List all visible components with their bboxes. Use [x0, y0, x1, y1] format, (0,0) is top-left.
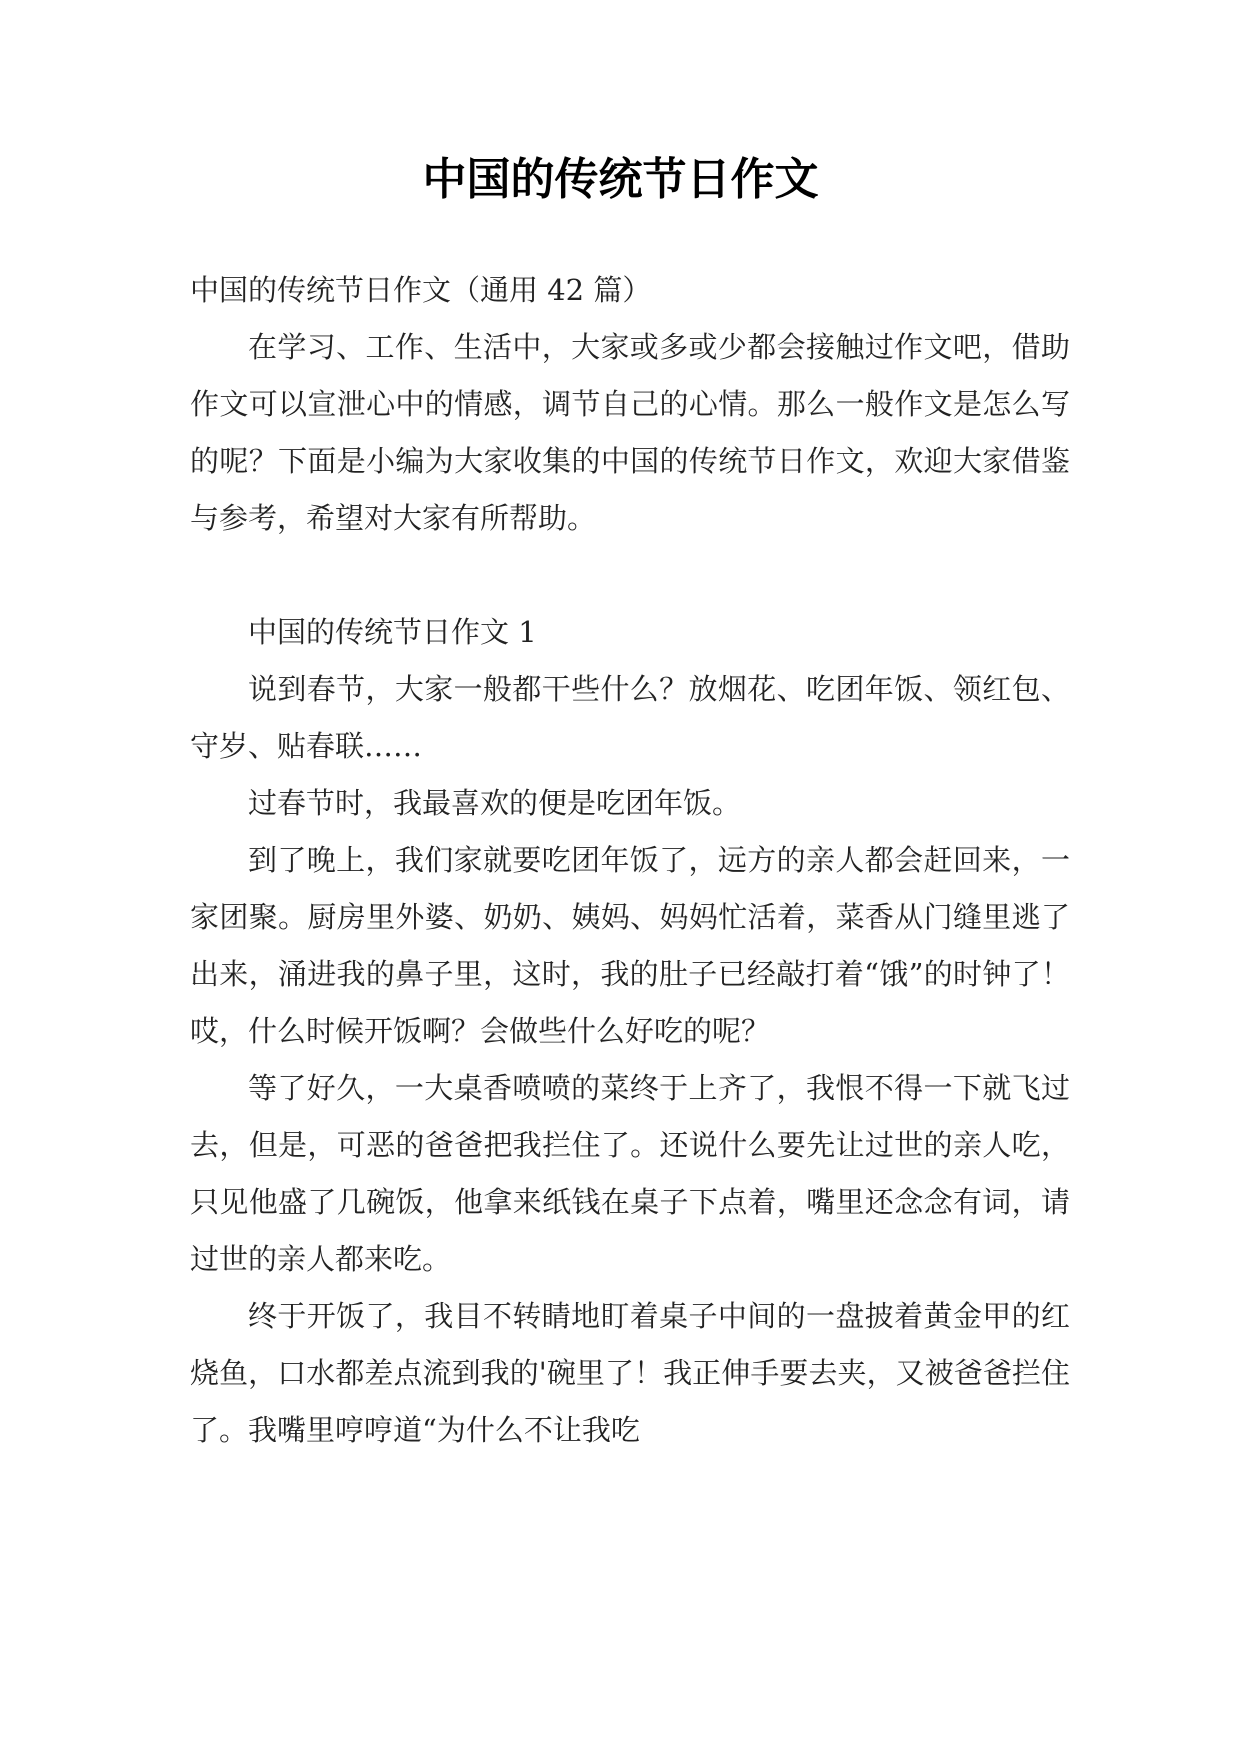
section-heading: 中国的传统节日作文 1	[248, 615, 537, 649]
intro-paragraph: 在学习、工作、生活中，大家或多或少都会接触过作文吧，借助作文可以宣泄心中的情感，调节自己的心情。那么一般作文是怎么写的呢？下面是小编为大家收集的中国的传统节日作文，欢迎大家借鉴与参考，希望对大家有所帮助。	[190, 330, 1070, 535]
body-paragraph: 到了晚上，我们家就要吃团年饭了，远方的亲人都会赶回来，一家团聚。厨房里外婆、奶奶、姨妈、妈妈忙活着，菜香从门缝里逃了出来，涌进我的鼻子里，这时，我的肚子已经敲打着“饿”的时钟了！哎，什么时候开饭啊？会做些什么好吃的呢？	[190, 843, 1070, 1048]
body-paragraph: 终于开饭了，我目不转睛地盯着桌子中间的一盘披着黄金甲的红烧鱼，口水都差点流到我的'碗里了！我正伸手要去夹，又被爸爸拦住了。我嘴里哼哼道“为什么不让我吃	[190, 1299, 1070, 1447]
document-subtitle: 中国的传统节日作文（通用 42 篇）	[190, 273, 652, 307]
document-body	[190, 262, 1070, 1459]
body-paragraph: 过春节时，我最喜欢的便是吃团年饭。	[248, 786, 742, 820]
body-paragraph: 说到春节，大家一般都干些什么？放烟花、吃团年饭、领红包、守岁、贴春联……	[190, 672, 1070, 763]
document-title: 中国的传统节日作文	[422, 154, 819, 205]
paragraph-spacer	[190, 547, 1070, 604]
body-paragraph: 等了好久，一大桌香喷喷的菜终于上齐了，我恨不得一下就飞过去，但是，可恶的爸爸把我拦住了。还说什么要先让过世的亲人吃，只见他盛了几碗饭，他拿来纸钱在桌子下点着，嘴里还念念有词，请过世的亲人都来吃。	[190, 1071, 1070, 1276]
